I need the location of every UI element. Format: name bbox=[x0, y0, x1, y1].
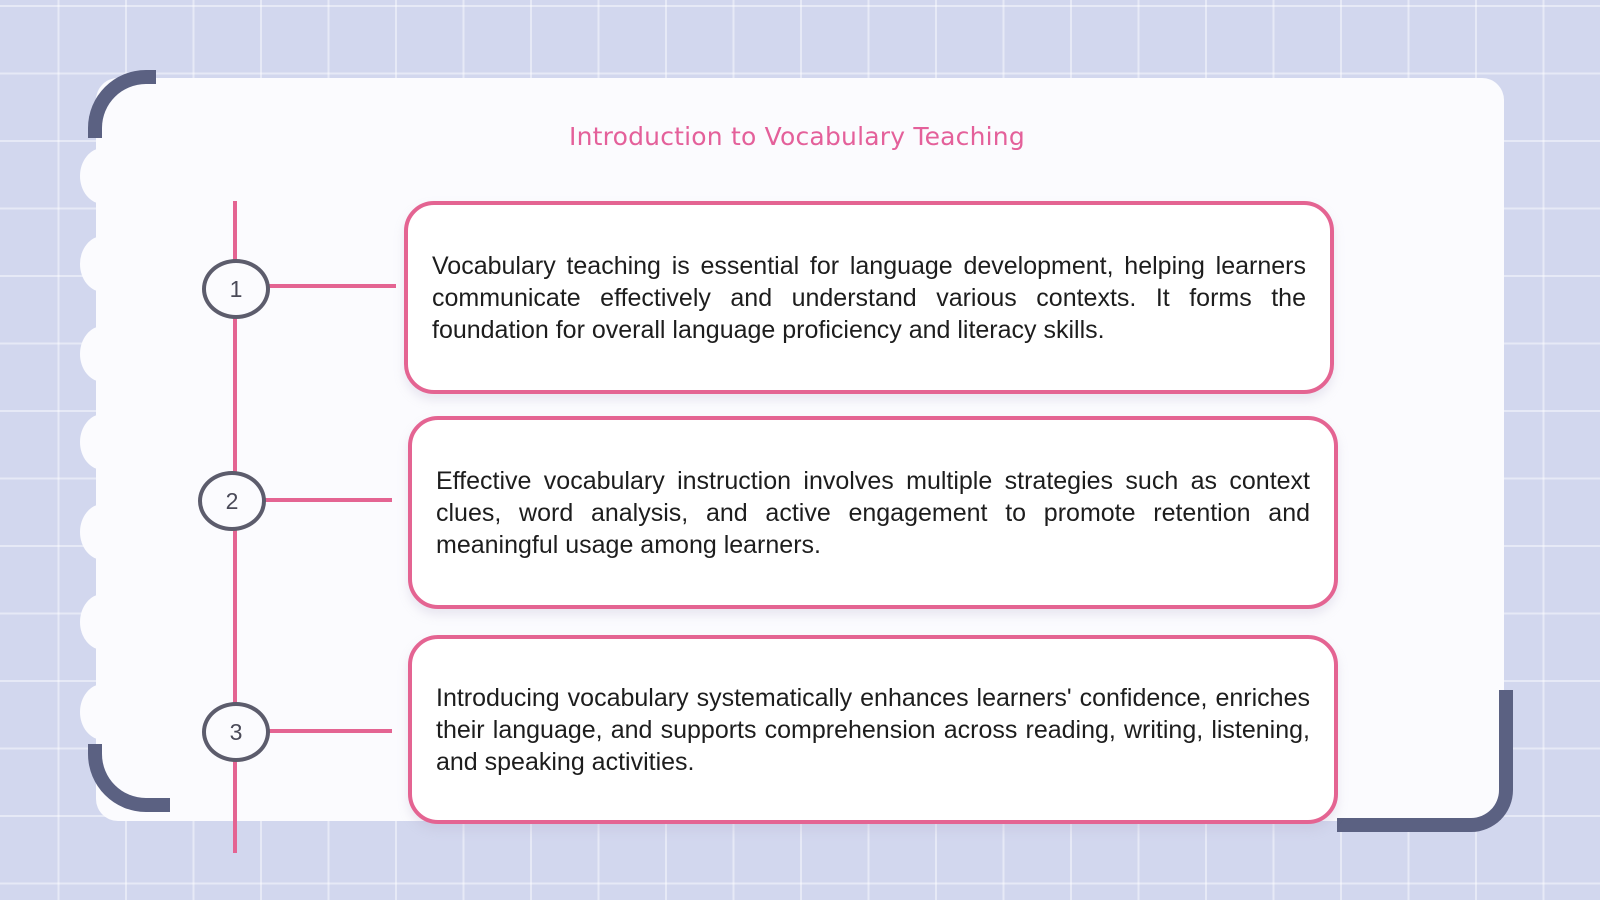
timeline-connector bbox=[262, 498, 392, 502]
slide-title-wrapper bbox=[0, 122, 1600, 151]
paper-scallop bbox=[80, 414, 126, 470]
timeline-connector bbox=[265, 729, 392, 733]
paper-scallop bbox=[80, 326, 126, 382]
point-card-2 bbox=[408, 416, 1338, 609]
paper-scallop bbox=[80, 236, 126, 292]
point-text-3: Introducing vocabulary systematically enhances learners' confidence, enriches their language, and supports comprehension across reading, writing, listening, and speaking activities. bbox=[436, 683, 1310, 776]
paper-scallop bbox=[80, 148, 126, 204]
step-number-3: 3 bbox=[202, 702, 270, 762]
point-card-3 bbox=[408, 635, 1338, 824]
paper-scallop bbox=[80, 594, 126, 650]
frame-corner-bottom-right bbox=[1337, 690, 1513, 832]
point-card-1 bbox=[404, 201, 1334, 394]
step-number-2: 2 bbox=[198, 471, 266, 531]
paper-scallop bbox=[80, 504, 126, 560]
step-number-1: 1 bbox=[202, 259, 270, 319]
paper-scallop bbox=[80, 684, 126, 740]
point-text-1: Vocabulary teaching is essential for language development, helping learners communicate effectively and understand various contexts. It forms the foundation for overall language proficiency and literacy skills. bbox=[432, 251, 1306, 344]
point-text-2: Effective vocabulary instruction involves multiple strategies such as context clues, word analysis, and active engagement to promote retention and meaningful usage among learners. bbox=[436, 466, 1310, 559]
timeline-connector bbox=[265, 284, 396, 288]
slide-title: Introduction to Vocabulary Teaching bbox=[569, 122, 1025, 151]
